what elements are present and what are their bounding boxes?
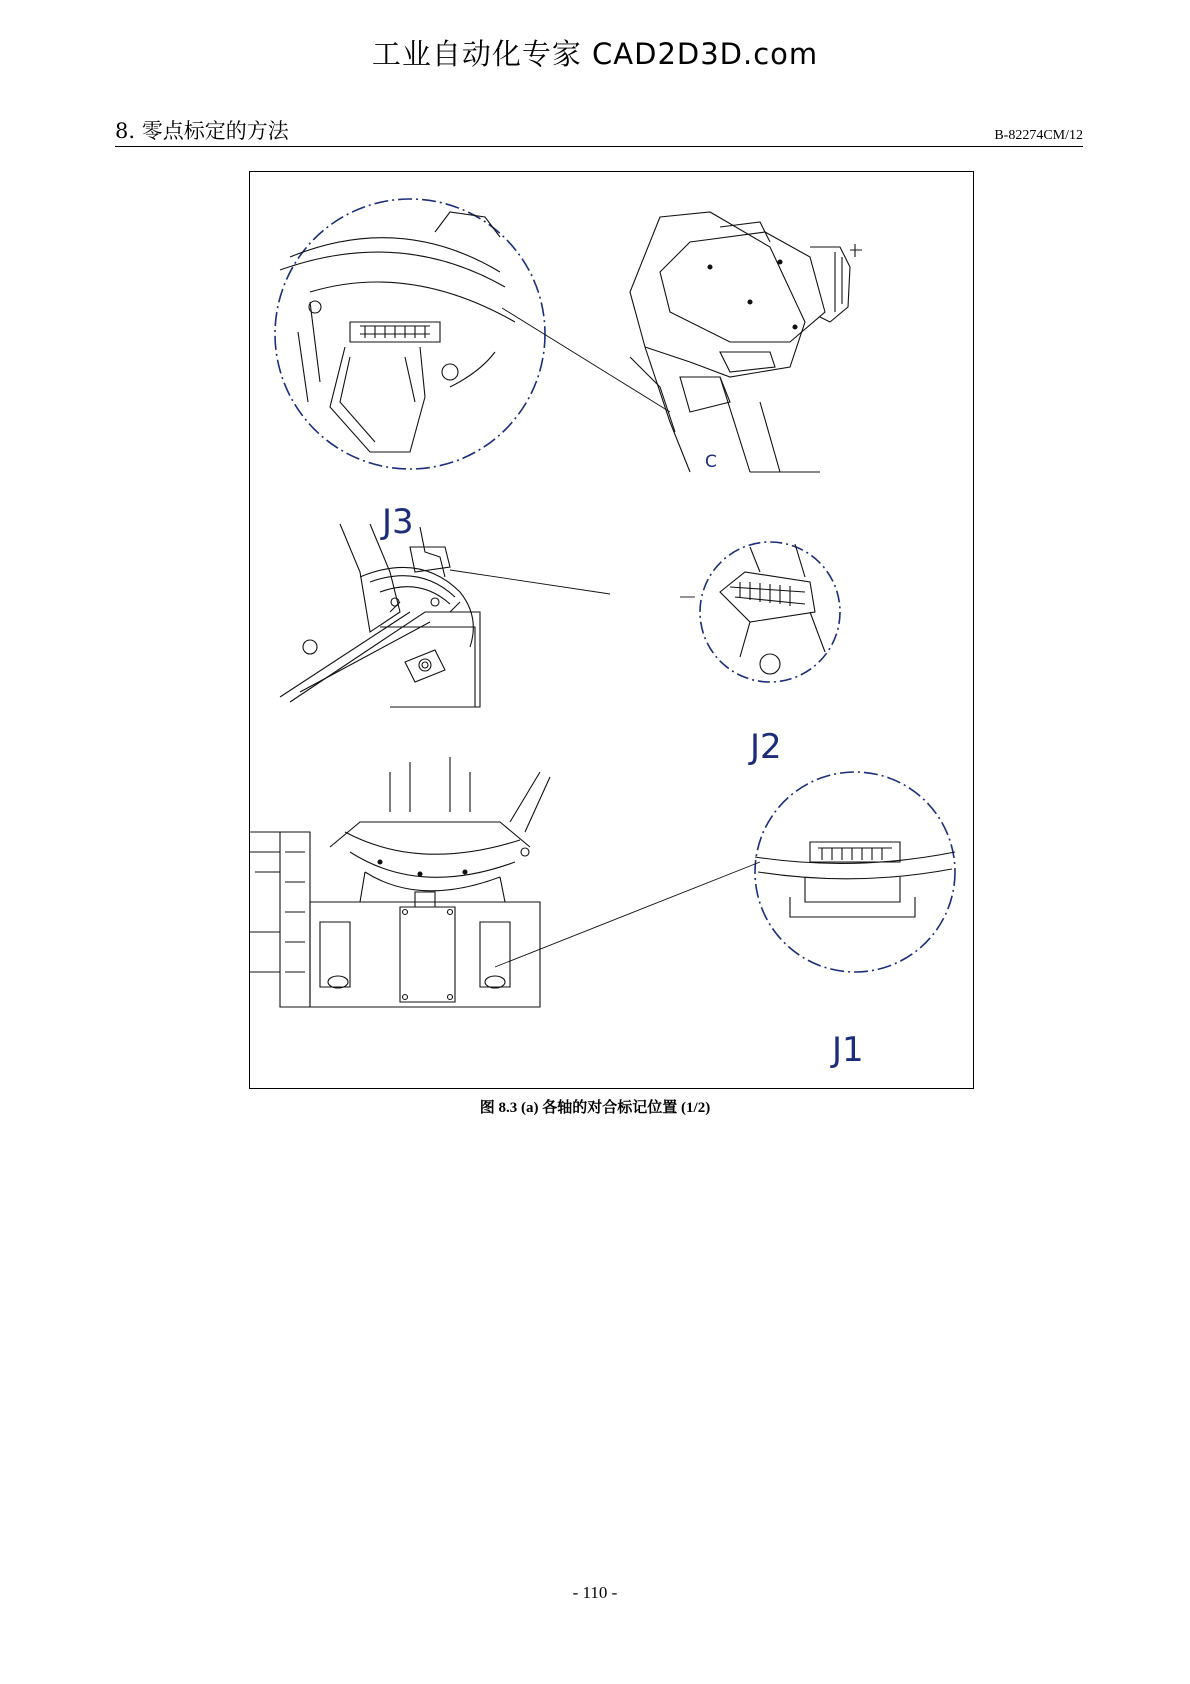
figure-frame — [249, 171, 974, 1089]
j2-detail-circle — [700, 542, 840, 682]
j2-label: J2 — [750, 727, 782, 767]
j1-detail-circle — [755, 772, 955, 972]
page-header — [115, 118, 1083, 147]
figure-caption: 图 8.3 (a) 各轴的对合标记位置 (1/2) — [479, 1100, 711, 1116]
document-number: B-82274CM/12 — [994, 128, 1083, 143]
j1-label: J1 — [832, 1030, 864, 1070]
j3-label: J3 — [382, 502, 414, 542]
robot-line-drawing — [250, 172, 975, 1090]
page-number: - 110 - — [572, 1583, 618, 1602]
section-title: 8. 零点标定的方法 — [115, 119, 289, 143]
c-label: C — [705, 452, 717, 472]
watermark-text: 工业自动化专家 CAD2D3D.com — [371, 37, 819, 71]
